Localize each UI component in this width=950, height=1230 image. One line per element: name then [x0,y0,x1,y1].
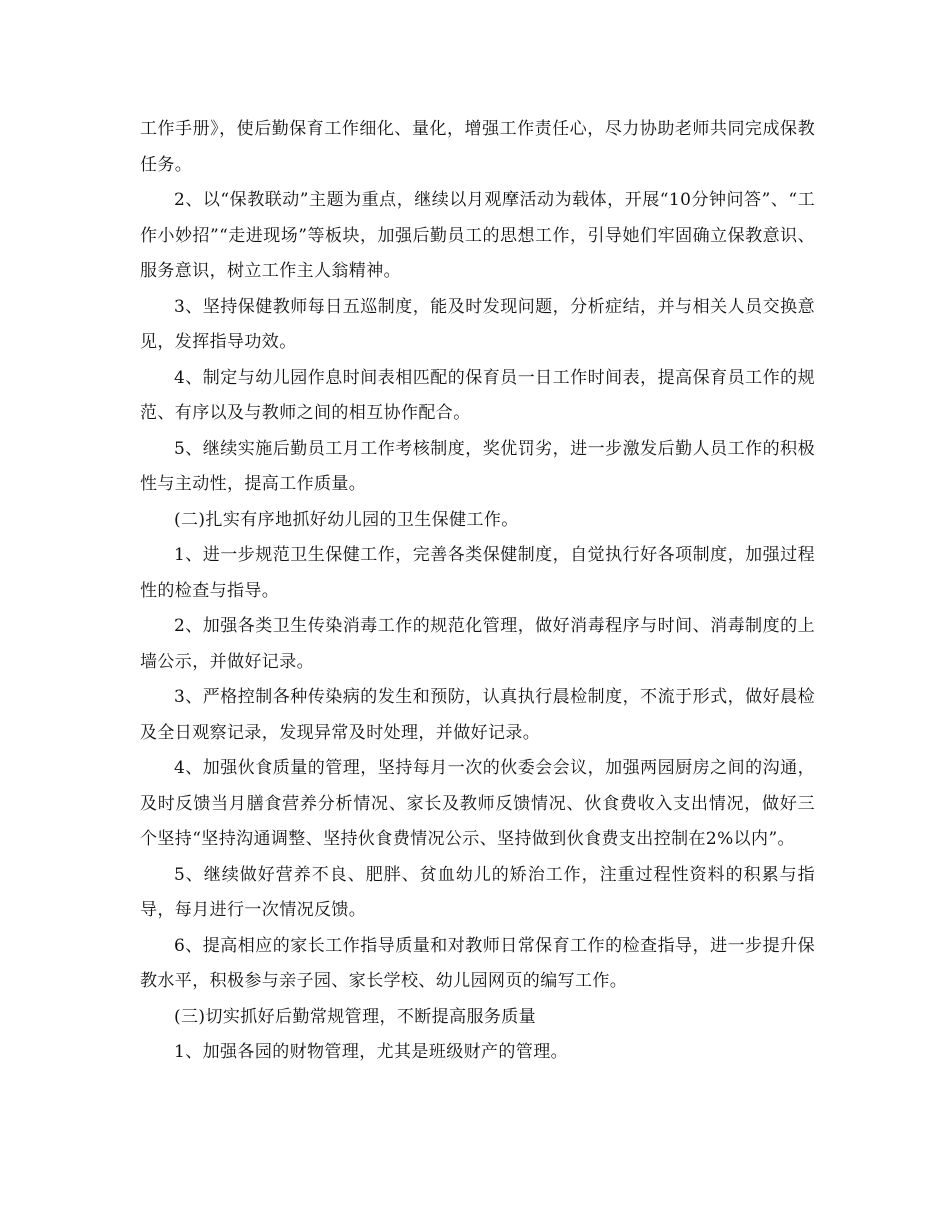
paragraph-health-item-4: 4、加强伙食质量的管理，坚持每月一次的伙委会会议，加强两园厨房之间的沟通，及时反馈当月膳食营养分析情况、家长及教师反馈情况、伙食费收入支出情况，做好三个坚持“坚持沟通调整、坚持伙食费情况公示、坚持做到伙食费支出控制在2%以内”。 [140,758,815,849]
paragraph-item-4-schedule: 4、制定与幼儿园作息时间表相匹配的保育员一日工作时间表，提高保育员工作的规范、有序以及与教师之间的相互协作配合。 [140,367,815,423]
document-body [140,112,815,1071]
paragraph-item-2-baojiao-liandong: 2、以“保教联动”主题为重点，继续以月观摩活动为载体，开展“10分钟问答”、“工作小妙招”“走进现场”等板块，加强后勤员工的思想工作，引导她们牢固确立保教意识、服务意识，树立工作主人翁精神。 [140,190,815,281]
paragraph-health-item-2: 2、加强各类卫生传染消毒工作的规范化管理，做好消毒程序与时间、消毒制度的上墙公示，并做好记录。 [140,616,815,672]
paragraph-health-item-6: 6、提高相应的家长工作指导质量和对教师日常保育工作的检查指导，进一步提升保教水平，积极参与亲子园、家长学校、幼儿园网页的编写工作。 [140,935,815,991]
paragraph-management-item-1: 1、加强各园的财物管理，尤其是班级财产的管理。 [174,1042,569,1062]
paragraph-item-3-daily-inspection: 3、坚持保健教师每日五巡制度，能及时发现问题，分析症结，并与相关人员交换意见，发挥指导功效。 [140,296,815,352]
paragraph-health-item-3: 3、严格控制各种传染病的发生和预防，认真执行晨检制度，不流于形式，做好晨检及全日观察记录，发现异常及时处理，并做好记录。 [140,687,815,743]
paragraph-item-5-assessment: 5、继续实施后勤员工月工作考核制度，奖优罚劣，进一步激发后勤人员工作的积极性与主动性，提高工作质量。 [140,438,815,494]
paragraph-continuation: 工作手册》，使后勤保育工作细化、量化，增强工作责任心，尽力协助老师共同完成保教任务。 [140,119,815,175]
paragraph-health-item-5: 5、继续做好营养不良、肥胖、贫血幼儿的矫治工作，注重过程性资料的积累与指导，每月进行一次情况反馈。 [140,864,815,920]
section-heading-2: (二)扎实有序地抓好幼儿园的卫生保健工作。 [174,509,519,530]
paragraph-health-item-1: 1、进一步规范卫生保健工作，完善各类保健制度，自觉执行好各项制度，加强过程性的检查与指导。 [140,545,815,601]
section-heading-3: (三)切实抓好后勤常规管理，不断提高服务质量 [174,1006,537,1027]
